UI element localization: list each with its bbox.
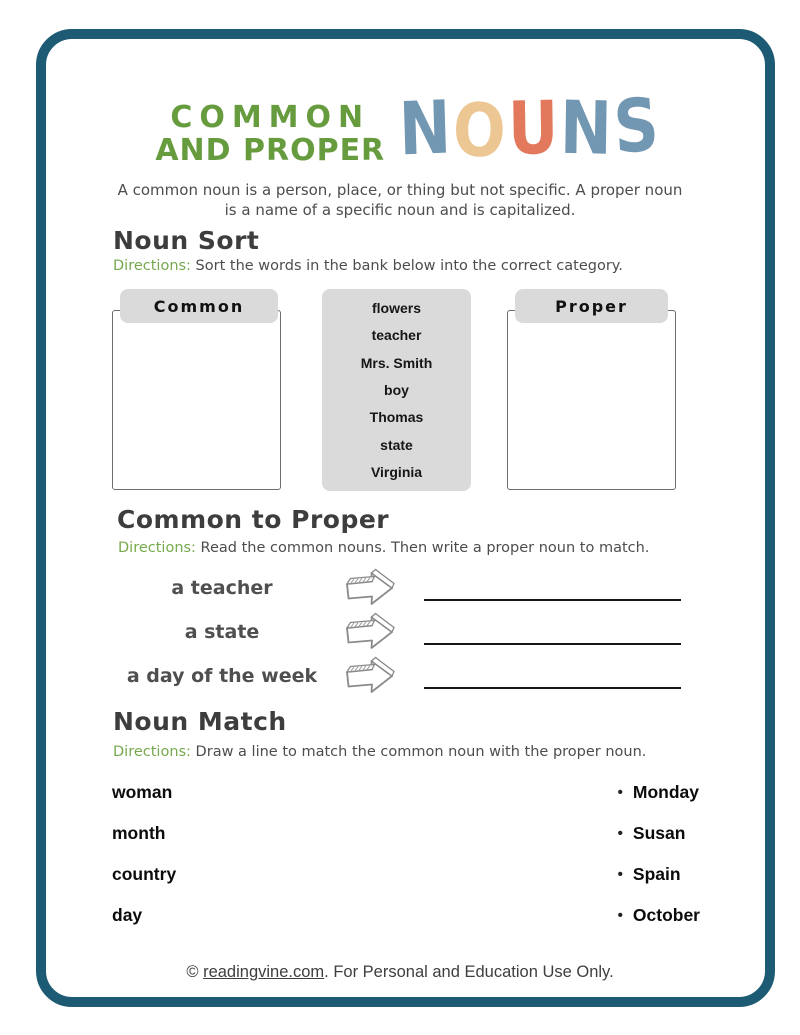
match-proper-noun[interactable] [618, 813, 700, 854]
directions-text: Sort the words in the bank below into the correct category. [190, 258, 623, 274]
bullet-icon: • [617, 907, 623, 924]
title-line-1: COMMON [170, 100, 371, 135]
word-bank-item: flowers [371, 299, 421, 316]
bullet-icon: • [617, 784, 623, 801]
proper-nouns-column [618, 772, 700, 936]
intro-line-2: is a name of a specific noun and is capitalized. [224, 201, 576, 220]
nouns-letter-u: U [507, 84, 561, 172]
nouns-letter-s: S [611, 80, 663, 171]
common-to-proper-directions [118, 540, 649, 556]
answer-line[interactable] [424, 663, 681, 689]
match-common-noun[interactable]: country [112, 864, 177, 884]
noun-sort-directions [113, 258, 623, 274]
nouns-letter-n1: N [397, 83, 455, 173]
word-bank-item: boy [384, 381, 409, 398]
section-heading-noun-match: Noun Match [113, 707, 287, 736]
title-line-2: AND PROPER [155, 132, 386, 168]
common-nouns-column [112, 772, 176, 936]
ctp-row [112, 610, 692, 654]
common-box-label: Common [120, 289, 278, 323]
section-heading-noun-sort: Noun Sort [113, 226, 260, 255]
match-common-noun[interactable]: day [112, 905, 143, 925]
common-noun-prompt: a state [184, 621, 260, 643]
readingvine-link[interactable]: readingvine.com [203, 963, 325, 981]
match-proper-noun[interactable] [618, 772, 700, 813]
section-heading-common-to-proper: Common to Proper [117, 505, 390, 534]
word-bank-item: Virginia [370, 464, 423, 481]
answer-line[interactable] [424, 619, 681, 645]
proper-noun-label: Spain [632, 864, 681, 884]
directions-label: Directions: [113, 744, 191, 760]
bullet-icon: • [617, 866, 623, 883]
copyright-suffix: . For Personal and Education Use Only. [324, 963, 614, 981]
copyright-prefix: © [186, 963, 204, 981]
title-common-and-proper [155, 92, 385, 167]
word-bank-item: Mrs. Smith [360, 354, 433, 371]
arrow-icon [344, 655, 396, 697]
match-proper-noun[interactable] [618, 895, 700, 936]
proper-box-label: Proper [515, 289, 668, 323]
common-sort-box[interactable] [112, 310, 281, 490]
arrow-icon [344, 611, 396, 653]
common-to-proper-rows [112, 566, 692, 698]
title-word-nouns [397, 80, 663, 175]
bullet-icon: • [617, 825, 623, 842]
common-noun-prompt: a day of the week [126, 665, 318, 687]
proper-sort-box[interactable] [507, 310, 676, 490]
intro-line-1: A common noun is a person, place, or thing but not specific. A proper noun [117, 181, 683, 199]
intro-text [0, 180, 800, 221]
ctp-row [112, 566, 692, 610]
directions-text: Read the common nouns. Then write a proper noun to match. [195, 540, 650, 556]
word-bank-item: Thomas [369, 409, 424, 426]
ctp-row [112, 654, 692, 698]
noun-match-area [112, 772, 700, 936]
match-proper-noun[interactable] [618, 854, 700, 895]
word-bank [322, 289, 471, 491]
common-noun-prompt: a teacher [171, 577, 273, 599]
word-bank-item: state [380, 436, 413, 453]
nouns-letter-n2: N [559, 84, 615, 172]
match-common-noun[interactable]: woman [112, 782, 173, 802]
noun-match-directions [113, 744, 646, 760]
nouns-letter-o: O [451, 86, 509, 175]
directions-label: Directions: [113, 258, 191, 274]
copyright-footer [0, 963, 800, 982]
directions-text: Draw a line to match the common noun with the proper noun. [190, 744, 647, 760]
noun-sort-area [0, 289, 800, 491]
proper-noun-label: Monday [632, 782, 700, 802]
word-bank-item: teacher [371, 327, 422, 344]
match-common-noun[interactable]: month [112, 823, 166, 843]
answer-line[interactable] [424, 575, 681, 601]
proper-noun-label: October [632, 905, 700, 925]
worksheet-title [8, 80, 800, 175]
directions-label: Directions: [118, 540, 196, 556]
proper-noun-label: Susan [632, 823, 686, 843]
arrow-icon [344, 567, 396, 609]
